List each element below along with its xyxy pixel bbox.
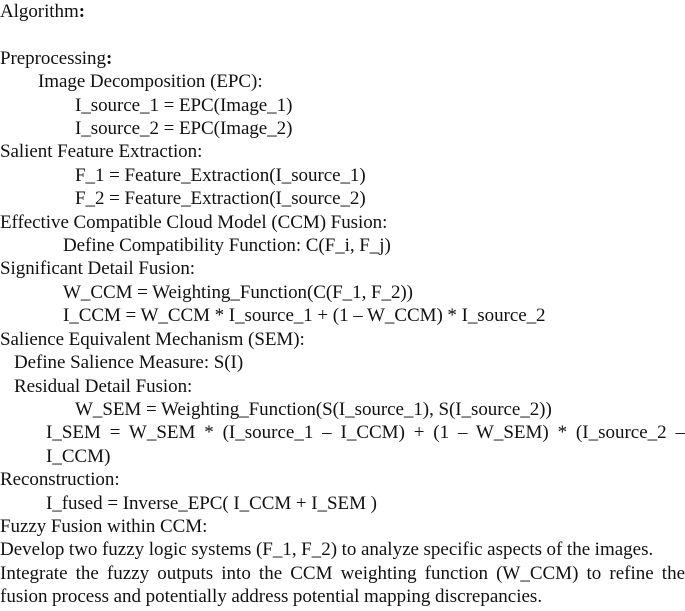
algorithm-heading-label: Algorithm [0, 1, 79, 22]
i-source-1-line: I_source_1 = EPC(Image_1) [75, 94, 293, 116]
w-sem-line: W_SEM = Weighting_Function(S(I_source_1), S(I_source_2)) [75, 398, 552, 420]
sem-heading-line: Salience Equivalent Mechanism (SEM): [0, 328, 305, 350]
significant-detail-fusion-line: Significant Detail Fusion: [0, 258, 196, 280]
define-salience-measure-line: Define Salience Measure: S(I) [14, 352, 244, 374]
ccm-fusion-line: Effective Compatible Cloud Model (CCM) Fusion: [0, 211, 388, 233]
residual-detail-fusion-line: Residual Detail Fusion: [14, 375, 193, 397]
i-sem-line: I_SEM = W_SEM * (I_source_1 – I_CCM) + (1 – W_SEM) * (I_source_2 – I_CCM) [46, 422, 685, 467]
image-decomposition-line: Image Decomposition (EPC): [38, 71, 263, 93]
salient-feature-extraction-line: Salient Feature Extraction: [0, 141, 203, 163]
fuzzy-fusion-heading-line: Fuzzy Fusion within CCM: [0, 515, 208, 537]
f-1-line: F_1 = Feature_Extraction(I_source_1) [75, 164, 366, 186]
algorithm-heading-colon: : [78, 1, 85, 22]
i-source-2-line: I_source_2 = EPC(Image_2) [75, 118, 293, 140]
fuzzy-logic-systems-paragraph: Develop two fuzzy logic systems (F_1, F_2) to analyze specific aspects of the images. [0, 539, 654, 561]
preprocessing-heading [0, 47, 685, 70]
integrate-fuzzy-outputs-paragraph: Integrate the fuzzy outputs into the CCM weighting function (W_CCM) to refine the fusion process and potentially address potential mapping discrepancies. [0, 562, 685, 608]
define-compatibility-function-line: Define Compatibility Function: C(F_i, F_j) [63, 235, 391, 257]
reconstruction-heading-line: Reconstruction: [0, 469, 120, 491]
preprocessing-heading-colon: : [105, 47, 113, 69]
preprocessing-heading-label: Preprocessing [0, 47, 106, 69]
i-ccm-line: I_CCM = W_CCM * I_source_1 + (1 – W_CCM) * I_source_2 [63, 305, 546, 327]
i-fused-line: I_fused = Inverse_EPC( I_CCM + I_SEM ) [46, 492, 377, 514]
w-ccm-line: W_CCM = Weighting_Function(C(F_1, F_2)) [63, 281, 413, 303]
blank-line [0, 23, 685, 46]
f-2-line: F_2 = Feature_Extraction(I_source_2) [75, 188, 366, 210]
algorithm-heading [0, 0, 685, 23]
